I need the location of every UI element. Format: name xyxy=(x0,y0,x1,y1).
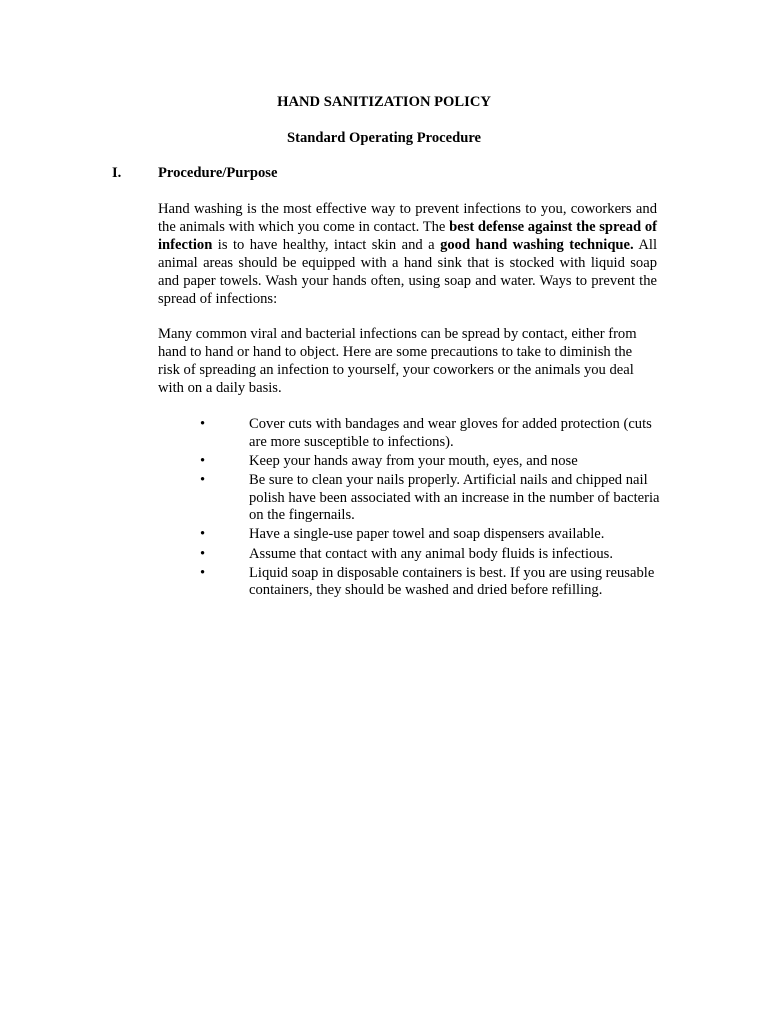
document-subtitle: Standard Operating Procedure xyxy=(286,130,482,146)
paragraph-text: All animal areas should be equipped with a hand sink that is stocked with liquid soap and paper towels. Wash your hands often, using soap and water. Ways to prevent the spread of infections: xyxy=(158,237,657,307)
paragraph-precautions: Many common viral and bacterial infections can be spread by contact, either from hand to hand or hand to object. Here are some precautions to take to diminish the risk of spreading an infection to yourself, your coworkers or the animals you deal with on a daily basis. xyxy=(158,326,637,396)
bullet-icon: • xyxy=(200,452,206,469)
list-item-text: Assume that contact with any animal body fluids is infectious. xyxy=(249,545,613,562)
list-item-text: Liquid soap in disposable containers is best. If you are using reusable containers, they should be washed and dried before refilling. xyxy=(249,564,655,599)
emphasis-text: good hand washing technique. xyxy=(440,237,634,253)
paragraph-text: is to have healthy, intact skin and a xyxy=(212,237,441,253)
bullet-icon: • xyxy=(200,471,206,488)
list-item-text: Cover cuts with bandages and wear gloves for added protection (cuts are more susceptible to infections). xyxy=(249,416,652,450)
list-item xyxy=(200,472,660,525)
document-title: HAND SANITIZATION POLICY xyxy=(277,94,491,110)
section-number: I. xyxy=(112,165,122,181)
list-item xyxy=(200,526,660,544)
section-title: Procedure/Purpose xyxy=(158,165,278,181)
list-item-text: Keep your hands away from your mouth, eyes, and nose xyxy=(249,452,578,469)
list-item xyxy=(200,453,660,471)
paragraph-text: Hand washing is the most effective way to prevent infections to you, coworkers and the animals with which you come in contact. The xyxy=(158,201,657,235)
list-item xyxy=(200,546,660,564)
bullet-icon: • xyxy=(200,545,206,562)
paragraph-purpose xyxy=(158,200,657,308)
list-item xyxy=(200,565,660,600)
bullet-icon: • xyxy=(200,416,206,432)
precautions-list xyxy=(200,416,660,602)
list-item-text: Be sure to clean your nails properly. Artificial nails and chipped nail polish have been associated with an increase in the number of bacteria on the fingernails. xyxy=(249,471,660,524)
list-item xyxy=(200,416,660,451)
list-item-text: Have a single-use paper towel and soap dispensers available. xyxy=(249,526,605,543)
bullet-icon: • xyxy=(200,564,206,581)
emphasis-text: best defense against the spread of infection xyxy=(158,219,657,253)
bullet-icon: • xyxy=(200,526,206,543)
